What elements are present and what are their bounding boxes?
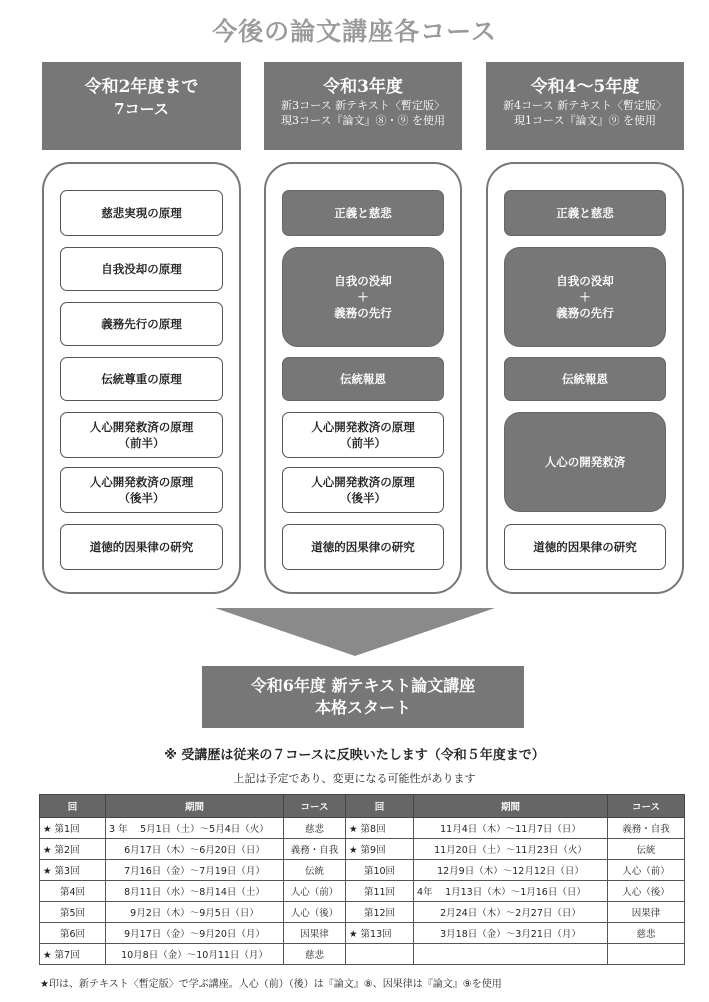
course-box: 自我の没却 ＋ 義務の先行 (504, 247, 666, 347)
down-arrow-icon (215, 608, 495, 656)
table-row (40, 881, 685, 902)
course-box: 慈悲実現の原理 (60, 190, 223, 236)
session-cell: ★ 第8回 (346, 818, 414, 839)
header-subtitle: 7コース (114, 100, 169, 118)
table-row (40, 860, 685, 881)
course-box: 道徳的因果律の研究 (60, 524, 223, 570)
course-box: 人心開発救済の原理 （前半） (282, 412, 444, 458)
col-header: 期間 (106, 795, 284, 818)
period-cell: 7月16日（金）～7月19日（月） (106, 860, 284, 881)
course-box: 伝統報恩 (282, 357, 444, 401)
banner-line: 令和6年度 新テキスト論文講座 (250, 676, 476, 695)
course-column-r4-5 (486, 162, 684, 594)
session-cell: ★ 第3回 (40, 860, 106, 881)
course-cell: 伝統 (608, 839, 685, 860)
footnote: ★印は、新テキスト〈暫定版〉で学ぶ講座。人心（前）（後）は『論文』⑧、因果律は『論文』⑨を使用 (40, 979, 502, 990)
header-title: 令和2年度まで (84, 77, 199, 97)
table-row (40, 839, 685, 860)
period-cell: 11月20日（土）～11月23日（火） (414, 839, 608, 860)
header-title: 令和4～5年度 (530, 77, 640, 97)
header-title: 令和3年度 (323, 77, 403, 97)
period-cell: 9月17日（金）～9月20日（月） (106, 923, 284, 944)
course-box: 正義と慈悲 (504, 190, 666, 236)
banner (202, 666, 524, 728)
banner-line: 本格スタート (314, 698, 411, 717)
page-title: 今後の論文講座各コース (212, 17, 497, 46)
course-cell: 慈悲 (284, 944, 346, 965)
period-cell: 4年 1月13日（木）～1月16日（日） (414, 881, 608, 902)
col-header: 回 (346, 795, 414, 818)
course-box: 正義と慈悲 (282, 190, 444, 236)
table-row (40, 923, 685, 944)
course-cell: 伝統 (284, 860, 346, 881)
session-cell: ★ 第13回 (346, 923, 414, 944)
course-box: 自我の没却 ＋ 義務の先行 (282, 247, 444, 347)
schedule-table (39, 794, 685, 965)
period-cell: 10月8日（金）～10月11日（月） (106, 944, 284, 965)
session-cell: 第12回 (346, 902, 414, 923)
course-cell: 人心（前） (284, 881, 346, 902)
course-box: 義務先行の原理 (60, 302, 223, 346)
course-header-r3 (264, 62, 462, 150)
course-box: 人心の開発救済 (504, 412, 666, 512)
period-cell: 9月2日（木）～9月5日（日） (106, 902, 284, 923)
course-cell: 人心（前） (608, 860, 685, 881)
course-box: 人心開発救済の原理 （前半） (60, 412, 223, 458)
period-cell: 8月11日（水）～8月14日（土） (106, 881, 284, 902)
course-cell: 人心（後） (284, 902, 346, 923)
table-header-row (40, 795, 685, 818)
period-cell: 2月24日（木）～2月27日（日） (414, 902, 608, 923)
course-box: 自我没却の原理 (60, 247, 223, 291)
note-sub: 上記は予定であり、変更になる可能性があります (233, 772, 476, 785)
course-cell: 因果律 (284, 923, 346, 944)
col-header: 期間 (414, 795, 608, 818)
table-row (40, 902, 685, 923)
course-cell: 因果律 (608, 902, 685, 923)
session-cell: ★ 第9回 (346, 839, 414, 860)
period-cell: 11月4日（木）～11月7日（日） (414, 818, 608, 839)
table-row (40, 944, 685, 965)
course-box: 道徳的因果律の研究 (282, 524, 444, 570)
course-cell: 慈悲 (284, 818, 346, 839)
course-box: 人心開発救済の原理 （後半） (60, 467, 223, 513)
session-cell: 第11回 (346, 881, 414, 902)
session-cell: 第6回 (40, 923, 106, 944)
period-cell: 3 年 5月1日（土）～5月4日（火） (106, 818, 284, 839)
header-line: 現3コース『論文』⑧・⑨ を使用 (281, 114, 445, 127)
col-header: コース (284, 795, 346, 818)
course-cell: 義務・自我 (608, 818, 685, 839)
table-row (40, 818, 685, 839)
session-cell: ★ 第1回 (40, 818, 106, 839)
session-cell: 第5回 (40, 902, 106, 923)
col-header: コース (608, 795, 685, 818)
course-header-r4-5 (486, 62, 684, 150)
course-cell: 義務・自我 (284, 839, 346, 860)
session-cell: 第4回 (40, 881, 106, 902)
header-line: 現1コース『論文』⑨ を使用 (514, 114, 656, 127)
course-column-r2 (42, 162, 241, 594)
course-box: 人心開発救済の原理 （後半） (282, 467, 444, 513)
course-column-r3 (264, 162, 462, 594)
course-box: 道徳的因果律の研究 (504, 524, 666, 570)
header-line: 新4コース 新テキスト〈暫定版〉 (503, 99, 667, 112)
session-cell: ★ 第2回 (40, 839, 106, 860)
period-cell: 6月17日（木）～6月20日（日） (106, 839, 284, 860)
col-header: 回 (40, 795, 106, 818)
note-main: ※ 受講歴は従来の７コースに反映いたします（令和５年度まで） (164, 748, 545, 763)
session-cell: 第10回 (346, 860, 414, 881)
period-cell: 3月18日（金）～3月21日（月） (414, 923, 608, 944)
session-cell: ★ 第7回 (40, 944, 106, 965)
session-cell (346, 944, 414, 965)
course-header-r2 (42, 62, 241, 150)
course-cell: 慈悲 (608, 923, 685, 944)
header-line: 新3コース 新テキスト〈暫定版〉 (281, 99, 445, 112)
course-cell: 人心（後） (608, 881, 685, 902)
course-cell (608, 944, 685, 965)
period-cell (414, 944, 608, 965)
course-box: 伝統報恩 (504, 357, 666, 401)
course-box: 伝統尊重の原理 (60, 357, 223, 401)
period-cell: 12月9日（木）～12月12日（日） (414, 860, 608, 881)
